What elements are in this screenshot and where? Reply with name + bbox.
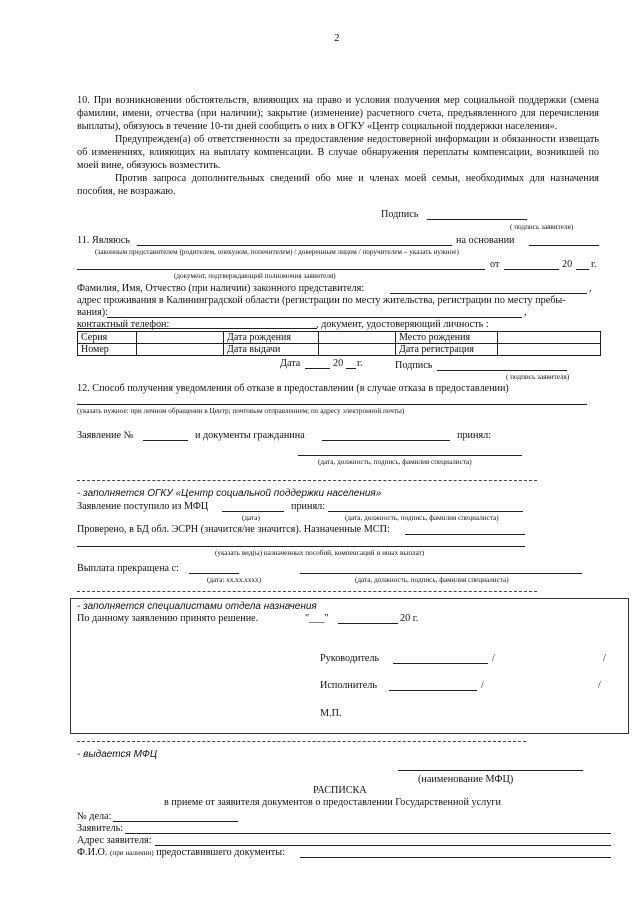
section-10-paragraph-3: Против запроса дополнительных сведений обо мне и членах моей семьи, необходимых для назначения пособия, не возражаю. <box>77 173 599 197</box>
documents-label: и документы гражданина <box>195 430 305 441</box>
submitter-fio-field[interactable] <box>300 857 611 858</box>
specialist-field[interactable] <box>298 455 522 456</box>
receipt-subtitle: в приеме от заявителя документов о предоставлении Государственной услуги <box>164 797 501 808</box>
page-number: 2 <box>334 32 340 44</box>
assignment-heading: - заполняется специалистами отдела назначения <box>77 601 317 612</box>
table-cell: Дата выдачи <box>224 344 319 356</box>
payment-stopped-label: Выплата прекращена с: <box>77 563 179 574</box>
phone-field[interactable] <box>77 328 317 329</box>
notification-method-caption: (указать нужное: при личном обращении в Центр; почтовым отправлением; по адресу электронной почты) <box>77 407 405 415</box>
signature-line[interactable] <box>427 219 527 220</box>
date-year-field[interactable] <box>346 368 356 369</box>
authority-document-field[interactable] <box>77 269 485 270</box>
table-row <box>78 332 601 344</box>
decision-month-field[interactable] <box>338 623 398 624</box>
date-label: Дата <box>280 358 301 369</box>
center-specialist-field[interactable] <box>328 511 523 512</box>
address-field[interactable] <box>107 317 522 318</box>
authority-document-caption: (документ, подтверждающий полномочия заявителя) <box>174 272 336 280</box>
payment-stopped-specialist-field[interactable] <box>300 573 582 574</box>
head-slash-2: / <box>603 653 606 664</box>
representative-fio-label: Фамилия, Имя, Отчество (при наличии) законного представителя: <box>77 283 365 294</box>
section-10-paragraph-2: Предупрежден(а) об ответственности за предоставление недостоверной информации и обязанности извещать об изменениях, влияющих на выплату компенсации. В случае обнаружения переплаты компенсации, возникшей по моей вине, обязуюсь возместить. <box>77 134 599 171</box>
payment-stopped-date-caption: (дата: хх.хх.хххх) <box>207 576 262 584</box>
applicant-label: Заявитель: <box>77 823 124 834</box>
comma: , <box>524 307 527 318</box>
representative-caption: (законным представителем (родителем, опекуном, попечителем) / доверенным лицом / поручителем – указать нужное) <box>95 248 459 256</box>
table-cell: Место рождения <box>396 332 498 344</box>
statement-number-label: Заявление № <box>77 430 134 441</box>
decision-year: 20 г. <box>400 613 419 624</box>
authority-year-field[interactable] <box>576 269 589 270</box>
assigned-kinds-caption: (указать вид(ы) назначенных пособий, компенсаций и иных выплат) <box>215 549 425 557</box>
divider <box>77 741 526 742</box>
center-block-heading: - заполняется ОГКУ «Центр социальной поддержки населения» <box>77 488 382 499</box>
received-from-mfc-label: Заявление поступило из МФЦ <box>77 501 209 512</box>
assigned-msp-field[interactable] <box>405 534 525 535</box>
applicant-sign-caption: ( подпись заявителя) <box>506 373 570 381</box>
head-label: Руководитель <box>320 653 380 664</box>
accepted-label: принял: <box>457 430 492 441</box>
payment-stopped-specialist-caption: (дата, должность, подпись, фамилия специалиста) <box>355 576 509 584</box>
receipt-title: РАСПИСКА <box>313 785 367 796</box>
mfc-name-caption: (наименование МФЦ) <box>418 774 514 785</box>
authority-date-field[interactable] <box>504 269 559 270</box>
comma: , <box>589 283 592 294</box>
signature-caption: ( подпись заявителя) <box>510 223 574 231</box>
mfc-heading: - выдается МФЦ <box>77 749 158 760</box>
from-label: от <box>490 259 500 270</box>
basis-label: на основании <box>456 235 515 246</box>
table-cell[interactable] <box>137 344 224 356</box>
table-cell[interactable] <box>137 332 224 344</box>
representative-field[interactable] <box>137 245 452 246</box>
statement-number-field[interactable] <box>143 440 188 441</box>
center-specialist-caption: (дата, должность, подпись, фамилия специалиста) <box>345 514 499 522</box>
case-number-field[interactable] <box>113 821 238 822</box>
basis-field[interactable] <box>529 245 599 246</box>
date-year-label: 20 <box>333 358 344 369</box>
applicant-address-label: Адрес заявителя: <box>77 835 152 846</box>
checked-label: Проверено, в БД обл. ЭСРН (значится/не значится). Назначенные МСП: <box>77 524 390 535</box>
table-cell: Номер <box>78 344 137 356</box>
table-cell[interactable] <box>319 344 396 356</box>
applicant-address-field[interactable] <box>155 845 611 846</box>
fio-optional-note: (при наличии) <box>109 849 154 857</box>
notification-method-field[interactable] <box>77 404 587 405</box>
table-cell[interactable] <box>498 344 601 356</box>
year-20-label: 20 <box>562 259 573 270</box>
fio-prefix: Ф.И.О. <box>77 847 108 858</box>
executor-label: Исполнитель <box>320 680 377 691</box>
section-11-label: 11. Являюсь <box>77 235 130 246</box>
table-cell: Серия <box>78 332 137 344</box>
center-accepted-label: принял: <box>291 501 326 512</box>
head-signature-field[interactable] <box>393 663 488 664</box>
table-cell[interactable] <box>498 332 601 344</box>
divider <box>77 591 537 592</box>
applicant-sign-field[interactable] <box>437 370 567 371</box>
identity-document-table <box>77 331 601 356</box>
center-date-caption: (дата) <box>242 514 260 522</box>
date-g-label: г. <box>357 358 363 369</box>
mfc-name-field[interactable] <box>398 770 583 771</box>
year-g-label: г. <box>591 259 597 270</box>
received-date-field[interactable] <box>222 511 284 512</box>
address-label-line2: вания): <box>77 307 109 318</box>
applicant-sign-label: Подпись <box>395 360 433 371</box>
case-number-label: № дела: <box>77 811 112 822</box>
executor-signature-field[interactable] <box>389 690 477 691</box>
section-10-paragraph-1: 10. При возникновении обстоятельств, влияющих на право и условия получения мер социальной поддержки (смена фамилии, имени, отчества (при наличии); закрытие (изменение) расчетного счета, предъявленного для перечисления выплаты), обязуюсь в течение 10-ти дней сообщить о них в ОГКУ «Центр социальной поддержки населения». <box>77 95 599 132</box>
id-document-label: , документ, удостоверяющий личность : <box>316 319 489 330</box>
assigned-kinds-field[interactable] <box>77 546 525 547</box>
head-slash-1: / <box>492 653 495 664</box>
address-label-line1: адрес проживания в Калининградской области (регистрации по месту жительства, регистрации по месту пребы- <box>77 295 566 306</box>
representative-fio-field[interactable] <box>390 293 587 294</box>
table-cell[interactable] <box>319 332 396 344</box>
specialist-caption: (дата, должность, подпись, фамилия специалиста) <box>318 458 472 466</box>
executor-slash-2: / <box>598 680 601 691</box>
decision-day-quote: "___" <box>305 613 329 624</box>
citizen-field[interactable] <box>322 440 450 441</box>
fio-suffix: предоставившего документы: <box>156 847 285 858</box>
decision-label: По данному заявлению принято решение. <box>77 613 259 624</box>
table-row <box>78 344 601 356</box>
table-cell: Дата регистрация <box>396 344 498 356</box>
section-10 <box>77 94 599 198</box>
date-field[interactable] <box>305 368 330 369</box>
phone-label: контактный телефон: <box>77 319 170 330</box>
divider <box>77 480 537 481</box>
stamp-place-label: М.П. <box>320 708 342 719</box>
applicant-field[interactable] <box>125 833 611 834</box>
payment-stopped-date-field[interactable] <box>189 573 239 574</box>
section-12-title: 12. Способ получения уведомления об отказе в предоставлении (в случае отказа в предоставлении) <box>77 383 509 394</box>
table-cell: Дата рождения <box>224 332 319 344</box>
fio-label <box>77 848 285 858</box>
executor-slash-1: / <box>481 680 484 691</box>
signature-label: Подпись <box>381 209 419 220</box>
